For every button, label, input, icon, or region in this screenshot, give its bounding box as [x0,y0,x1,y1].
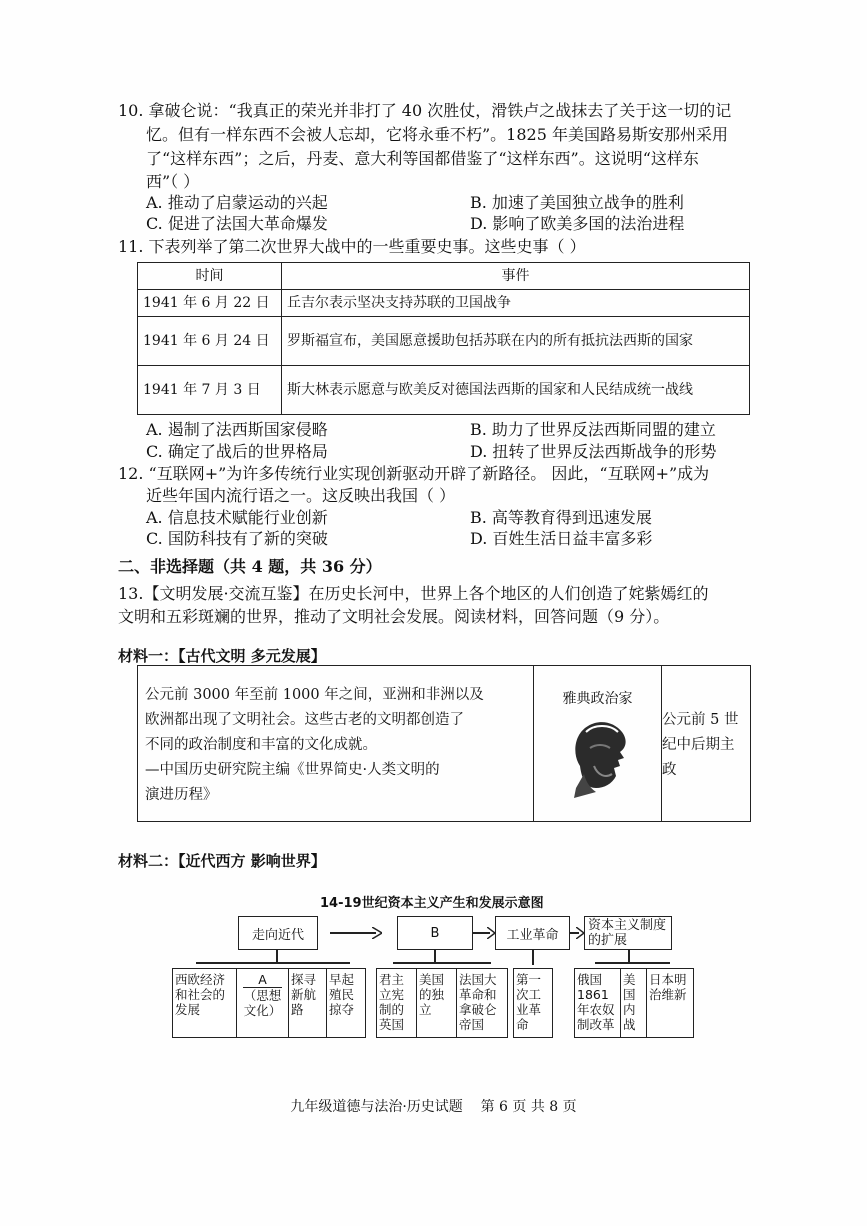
diagram-title: 14-19世纪资本主义产生和发展示意图 [320,896,544,911]
box-constitutional-britain: 君主立宪制的英国 [377,969,417,1037]
q11-option-b[interactable]: B. 助力了世界反法西斯同盟的建立 [470,420,716,439]
q10-line-4: 西”（ ） [146,172,200,191]
q10-line-1: 10. 拿破仑说：“我真正的荣光并非打了 40 次胜仗，滑铁卢之战抹去了关于这一切的记 [118,101,732,120]
material-1-text-cell [138,666,534,821]
q10-option-d[interactable]: D. 影响了欧美多国的法治进程 [470,214,685,233]
material-1-text-line: 欧洲都出现了文明社会。这些古老的文明都创造了 [145,712,464,728]
box-toward-modern: 走向近代 [238,916,318,950]
arrow-head-icon [576,927,584,939]
material-1-text-line: 公元前 3000 年至前 1000 年之间，亚洲和非洲以及 [145,687,484,703]
box-french-revolution: 法国大革命和拿破仑帝国 [459,972,497,1032]
q11-events-table [137,262,750,415]
blank-a: A [243,972,282,988]
table-header-event: 事件 [282,263,750,290]
side-text-line: 纪中后期主 [662,737,735,753]
connector [532,950,534,965]
connector [196,962,350,964]
q12-option-b[interactable]: B. 高等教育得到迅速发展 [470,508,652,527]
material-1-text-line: 演进历程》 [145,787,218,803]
q10-option-b[interactable]: B. 加速了美国独立战争的胜利 [470,193,684,212]
box-b: B [397,916,473,950]
image-caption: 雅典政治家 [562,691,633,707]
connector [628,950,630,962]
table-cell-event: 丘吉尔表示坚决支持苏联的卫国战争 [282,290,750,317]
box-west-europe-development: 西欧经济和社会的发展 [173,969,237,1037]
box-american-independence: 美国的独立 [417,969,457,1037]
table-cell-time: 1941 年 7 月 3 日 [138,366,282,415]
table-cell-event: 罗斯福宣布，美国愿意援助包括苏联在内的所有抵抗法西斯的国家 [282,317,750,366]
q10-option-a[interactable]: A. 推动了启蒙运动的兴起 [146,193,328,212]
statesman-bust-image [566,718,630,800]
table-header-time: 时间 [138,263,282,290]
material-1-text-line: —中国历史研究院主编《世界简史·人类文明的 [145,762,440,778]
thought-culture-label: （思想文化） [243,988,282,1018]
box-colonial-plunder: 早起殖民掠夺 [329,972,355,1017]
connector [276,950,278,962]
box-first-industrial-revolution: 第一次工业革命 [516,972,542,1032]
q11-stem: 11. 下表列举了第二次世界大战中的一些重要史事。这些史事（ ） [118,237,586,256]
table-row [138,317,750,366]
material-2-title: 材料二：【近代西方 影响世界】 [118,852,326,870]
q10-option-c[interactable]: C. 促进了法国大革命爆发 [146,214,328,233]
section-2-heading: 二、非选择题（共 4 题，共 36 分） [118,557,382,576]
q10-line-2: 忆。但有一样东西不会被人忘却，它将永垂不朽”。1825 年美国路易斯安那州采用 [146,125,728,144]
material-1-box [137,665,751,822]
material-1-image-cell [534,666,662,821]
box-meiji-restoration: 日本明治维新 [649,972,687,1002]
table-cell-time: 1941 年 6 月 22 日 [138,290,282,317]
box-a [237,969,289,1037]
table-row [138,290,750,317]
group-reforms [574,968,694,1038]
material-1-title: 材料一：【古代文明 多元发展】 [118,647,326,665]
box-american-civil-war: 美国内战 [621,969,647,1037]
group-early-modern [172,968,366,1038]
q12-option-d[interactable]: D. 百姓生活日益丰富多彩 [470,529,653,548]
table-cell-event: 斯大林表示愿意与欧美反对德国法西斯的国家和人民结成统一战线 [282,366,750,415]
q12-option-c[interactable]: C. 国防科技有了新的突破 [146,529,328,548]
arrow-head-icon [487,927,495,939]
box-russia-reform: 俄国1861年农奴制改革 [575,969,621,1037]
material-1-side-cell [662,666,750,821]
q11-option-a[interactable]: A. 遏制了法西斯国家侵略 [146,420,328,439]
table-cell-time: 1941 年 6 月 24 日 [138,317,282,366]
arrow-head-icon [372,927,382,939]
q11-option-c[interactable]: C. 确定了战后的世界格局 [146,442,328,461]
material-1-text-line: 不同的政治制度和丰富的文化成就。 [145,737,377,753]
box-industrial-revolution: 工业革命 [495,916,570,950]
box-capitalist-expansion: 资本主义制度的扩展 [584,916,672,950]
box-new-sea-routes: 探寻新航路 [289,969,327,1037]
connector [393,962,491,964]
q12-line-1: 12. “互联网+”为许多传统行业实现创新驱动开辟了新路径。 因此，“互联网+”成为 [118,464,710,483]
connector [595,962,670,964]
q10-line-3: 了“这样东西”；之后，丹麦、意大利等国都借鉴了“这样东西”。这说明“这样东 [146,149,699,168]
q12-line-2: 近些年国内流行语之一。这反映出我国（ ） [146,486,456,505]
table-header-row [138,263,750,290]
q12-option-a[interactable]: A. 信息技术赋能行业创新 [146,508,328,527]
q13-line-2: 文明和五彩斑斓的世界，推动了文明社会发展。阅读材料，回答问题（9 分）。 [118,607,670,626]
page-footer: 九年级道德与法治·历史试题 第 6 页 共 8 页 [290,1099,577,1115]
side-text-line: 公元前 5 世 [662,712,739,728]
group-bourgeois-revolutions [376,968,508,1038]
table-row [138,366,750,415]
group-first-industrial-revolution [513,968,553,1038]
arrow-line [330,932,376,934]
q11-option-d[interactable]: D. 扭转了世界反法西斯战争的形势 [470,442,717,461]
side-text-line: 政 [662,762,677,778]
q13-line-1: 13.【文明发展·交流互鉴】在历史长河中，世界上各个地区的人们创造了姹紫嫣红的 [118,584,709,603]
connector [434,950,436,962]
